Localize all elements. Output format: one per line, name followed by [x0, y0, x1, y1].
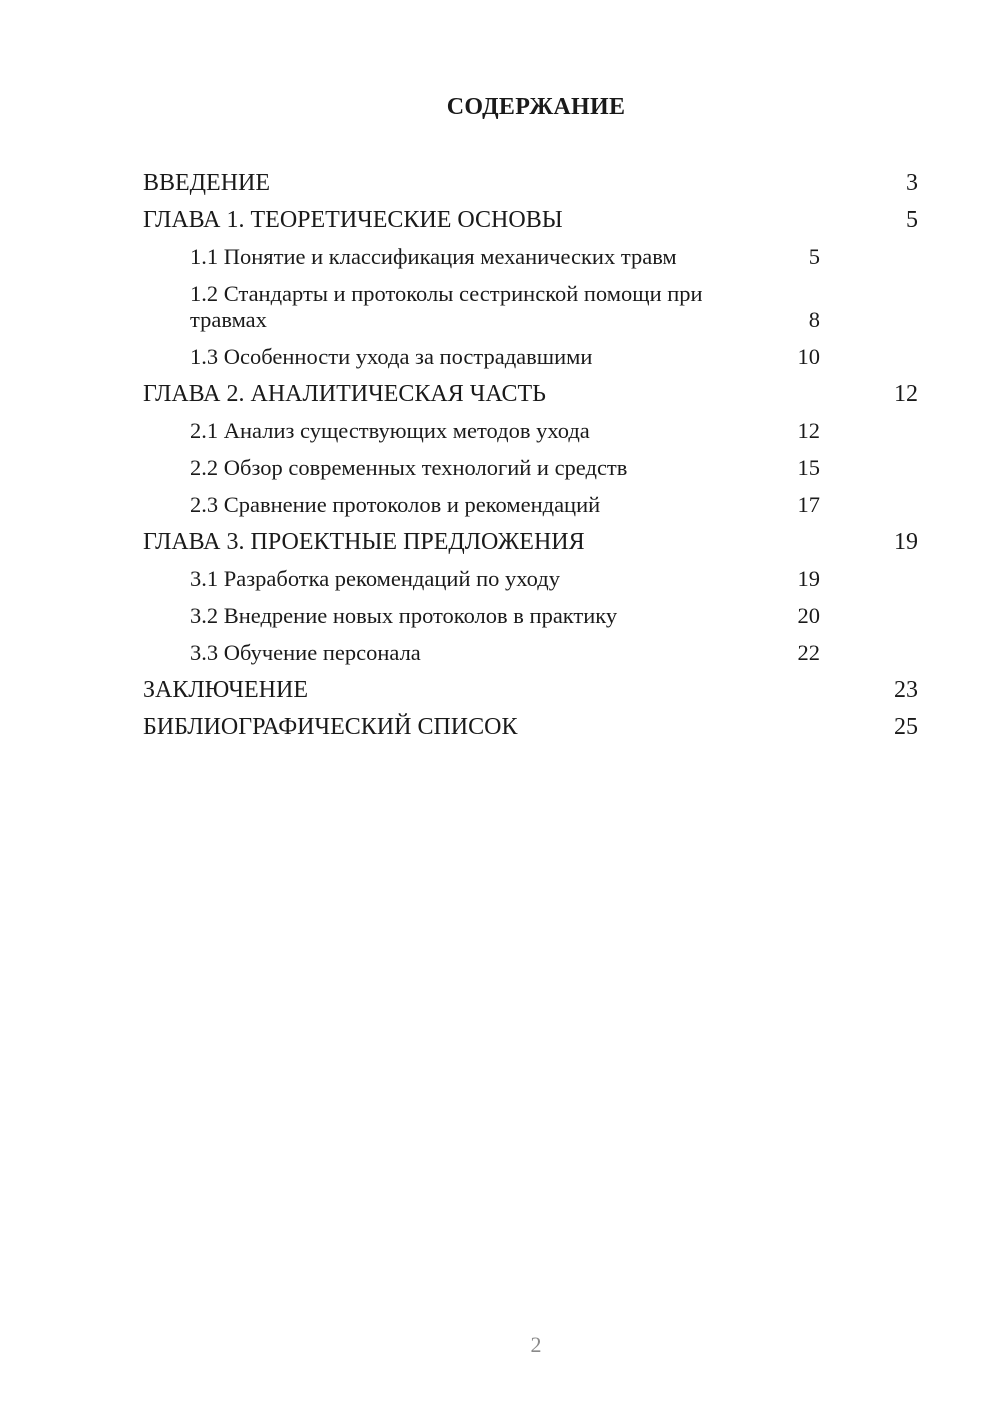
toc-entry-page: 12 — [894, 381, 918, 407]
toc-entry-page: 19 — [797, 566, 820, 591]
toc-entry-page: 5 — [906, 207, 918, 233]
toc-entry-text: 2.1 Анализ существующих методов ухода — [190, 418, 590, 443]
toc-entry[interactable] — [143, 381, 918, 407]
toc-entry-page: 3 — [906, 170, 918, 196]
toc-entry-page: 10 — [797, 344, 820, 369]
toc-entry-text: ВВЕДЕНИЕ — [143, 170, 271, 196]
toc-entry-page: 23 — [894, 677, 918, 703]
toc-entry-text: 3.1 Разработка рекомендаций по уходу — [190, 566, 560, 591]
toc-entry[interactable] — [143, 566, 918, 592]
table-of-contents — [143, 170, 918, 751]
toc-entry[interactable] — [143, 640, 918, 666]
toc-entry-page: 20 — [797, 603, 820, 628]
toc-entry-page: 17 — [797, 492, 820, 517]
toc-entry-page: 19 — [894, 529, 918, 555]
toc-entry[interactable] — [143, 455, 918, 481]
toc-entry[interactable] — [143, 281, 918, 333]
toc-entry-page: 8 — [808, 307, 820, 332]
toc-entry-text: 3.3 Обучение персонала — [190, 640, 421, 665]
toc-entry[interactable] — [143, 244, 918, 270]
toc-entry-text: 1.3 Особенности ухода за пострадавшими — [190, 344, 593, 369]
toc-entry-text: ГЛАВА 1. ТЕОРЕТИЧЕСКИЕ ОСНОВЫ — [143, 207, 563, 233]
toc-entry-text: ГЛАВА 2. АНАЛИТИЧЕСКАЯ ЧАСТЬ — [143, 381, 546, 407]
toc-entry-text: 2.2 Обзор современных технологий и средств — [190, 455, 628, 480]
toc-entry-page: 12 — [797, 418, 820, 443]
toc-entry[interactable] — [143, 529, 918, 555]
toc-entry[interactable] — [143, 677, 918, 703]
toc-entry-text: 1.2 Стандарты и протоколы сестринской помощи при травмах — [190, 281, 703, 332]
toc-entry-text: 1.1 Понятие и классификация механических травм — [190, 244, 677, 269]
toc-entry-page: 22 — [797, 640, 820, 665]
toc-entry[interactable] — [143, 344, 918, 370]
toc-entry-text: 3.2 Внедрение новых протоколов в практику — [190, 603, 618, 628]
toc-entry[interactable] — [143, 170, 918, 196]
toc-entry[interactable] — [143, 492, 918, 518]
toc-entry-page: 15 — [797, 455, 820, 480]
toc-entry[interactable] — [143, 207, 918, 233]
page-number: 2 — [530, 1332, 542, 1357]
toc-entry-page: 5 — [808, 244, 820, 269]
toc-entry[interactable] — [143, 418, 918, 444]
toc-entry-text: ГЛАВА 3. ПРОЕКТНЫЕ ПРЕДЛОЖЕНИЯ — [143, 529, 585, 555]
toc-entry-text: 2.3 Сравнение протоколов и рекомендаций — [190, 492, 601, 517]
toc-entry-text: ЗАКЛЮЧЕНИЕ — [143, 677, 308, 703]
toc-entry[interactable] — [143, 603, 918, 629]
toc-entry[interactable] — [143, 714, 918, 740]
toc-entry-text: БИБЛИОГРАФИЧЕСКИЙ СПИСОК — [143, 714, 518, 740]
toc-entry-page: 25 — [894, 714, 918, 740]
page-title: СОДЕРЖАНИЕ — [446, 94, 626, 120]
